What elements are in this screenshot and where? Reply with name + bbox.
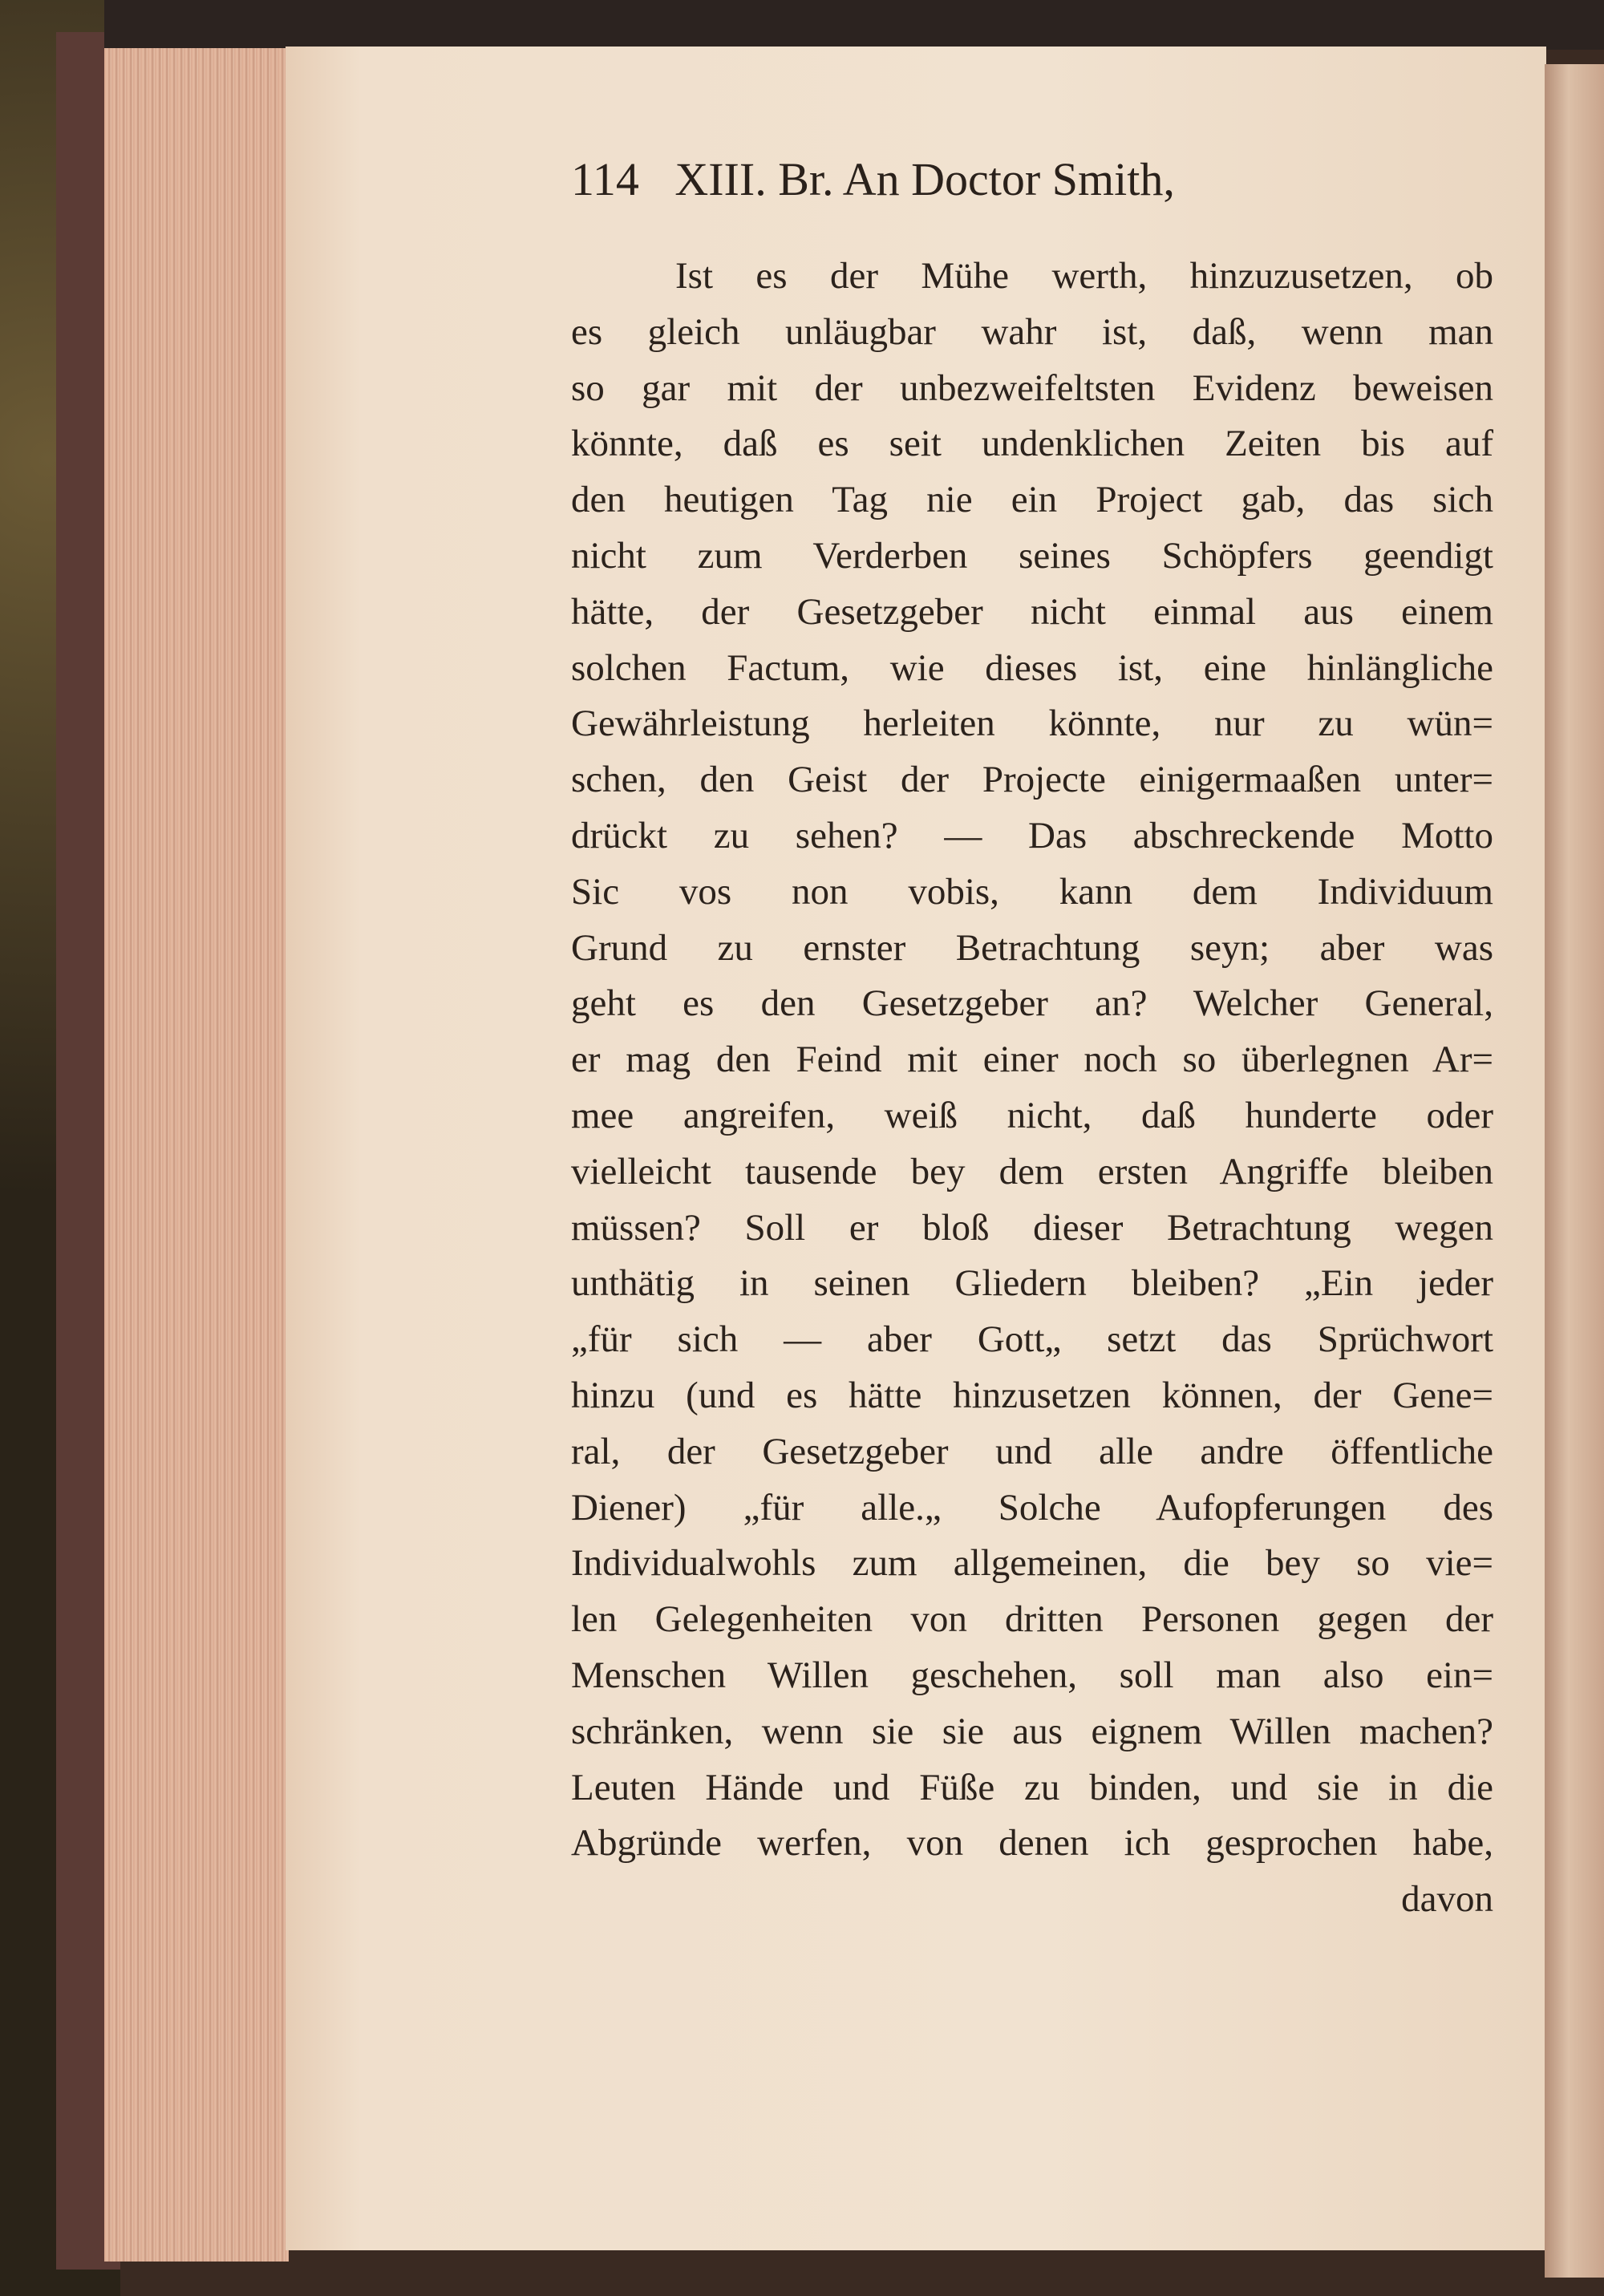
page-edges [104,48,289,2262]
text-line: unthätig in seinen Gliedern bleiben? „Ein jeder [571,1262,1493,1305]
text-line: schränken, wenn sie sie aus eignem Willen machen? [571,1710,1493,1752]
text-line: geht es den Gesetzgeber an? Welcher General, [571,982,1493,1025]
text-line: schen, den Geist der Projecte einigermaaßen unter= [571,759,1493,801]
catchword: davon [1401,1878,1493,1921]
text-line: „für sich — aber Gott„ setzt das Sprüchwort [571,1318,1493,1361]
text-line: drückt zu sehen? — Das abschreckende Motto [571,814,1493,856]
text-line: den heutigen Tag nie ein Project gab, das sich [571,479,1493,521]
text-line: ral, der Gesetzgeber und alle andre öffentliche [571,1430,1493,1472]
text-line: so gar mit der unbezweifeltsten Evidenz beweisen [571,366,1493,409]
text-line: Menschen Willen geschehen, soll man also ein= [571,1654,1493,1696]
page-number: 114 [571,153,639,205]
text-line: Individualwohls zum allgemeinen, die bey so vie= [571,1542,1493,1585]
text-line: Sic vos non vobis, kann dem Individuum [571,870,1493,913]
text-line: Abgründe werfen, von denen ich gesprochen habe, [571,1822,1493,1865]
text-line: Grund zu ernster Betrachtung seyn; aber was [571,926,1493,969]
text-line: Leuten Hände und Füße zu binden, und sie in die [571,1766,1493,1808]
text-line: solchen Factum, wie dieses ist, eine hinlängliche [571,646,1493,689]
facing-page-edge [1545,64,1604,2278]
text-line: hinzu (und es hätte hinzusetzen können, der Gene= [571,1374,1493,1416]
text-line: Gewährleistung herleiten könnte, nur zu wün= [571,703,1493,745]
text-line: mee angreifen, weiß nicht, daß hunderte oder [571,1094,1493,1136]
text-line: er mag den Feind mit einer noch so überlegnen Ar= [571,1039,1493,1081]
running-title: XIII. Br. An Doctor Smith, [674,153,1175,205]
text-line: vielleicht tausende bey dem ersten Angriffe bleiben [571,1150,1493,1193]
page-header [571,152,1493,206]
page-body [571,249,1493,1928]
text-line: Diener) „für alle.„ Solche Aufopferungen des [571,1486,1493,1529]
text-line: Ist es der Mühe werth, hinzuzusetzen, ob [675,255,1493,297]
text-line: es gleich unläugbar wahr ist, daß, wenn man [571,310,1493,353]
text-line: hätte, der Gesetzgeber nicht einmal aus einem [571,590,1493,633]
text-line: könnte, daß es seit undenklichen Zeiten bis auf [571,423,1493,465]
text-line: müssen? Soll er bloß dieser Betrachtung wegen [571,1206,1493,1249]
top-border [104,0,1604,50]
text-line: len Gelegenheiten von dritten Personen gegen der [571,1598,1493,1641]
text-line: nicht zum Verderben seines Schöpfers geendigt [571,534,1493,577]
